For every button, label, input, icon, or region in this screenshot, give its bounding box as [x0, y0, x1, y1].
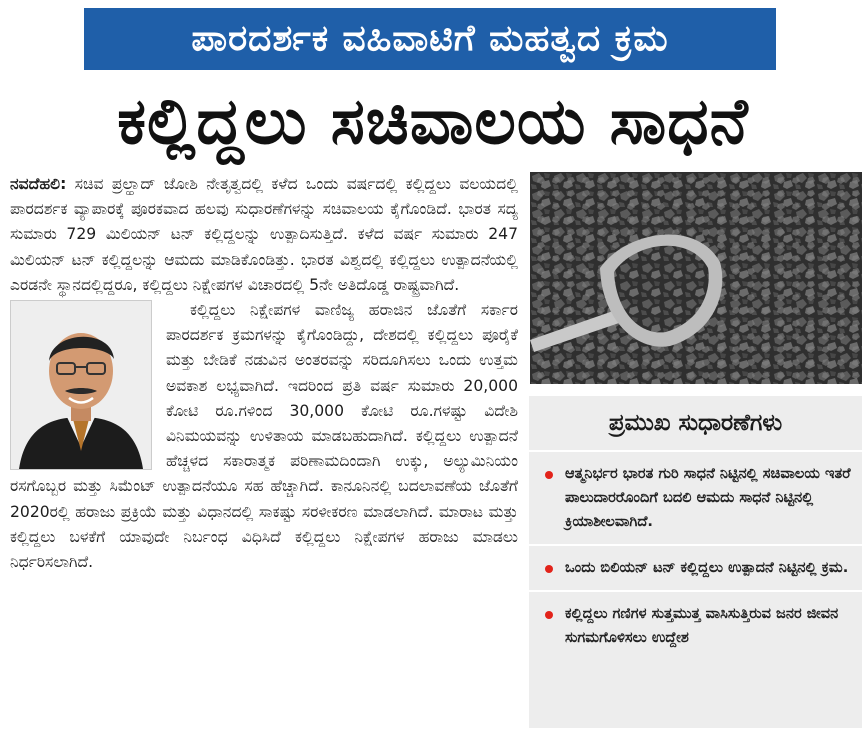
- reform-item-text: ಆತ್ಮನಿರ್ಭರ ಭಾರತ ಗುರಿ ಸಾಧನೆ ನಿಟ್ಟಿನಲ್ಲಿ ಸಚಿವಾಲಯ ಇತರೆ ಪಾಲುದಾರರೊಂದಿಗೆ ಬದಲಿ ಆಮದು ಸಾಧನೆ ನಿಟ್ಟಿನಲ್ಲಿ ಕ್ರಿಯಾಶೀಲವಾಗಿದೆ.: [565, 465, 851, 530]
- article-body: [10, 172, 518, 575]
- reform-item: [529, 592, 862, 660]
- reform-item: [529, 546, 862, 592]
- bullet-icon: [545, 565, 553, 573]
- minister-portrait: [10, 300, 152, 470]
- article-text-2: ಕಲ್ಲಿದ್ದಲು ನಿಕ್ಷೇಪಗಳ ವಾಣಿಜ್ಯ ಹರಾಜಿನ ಜೊತೆಗೆ ಸರ್ಕಾರ ಪಾರದರ್ಶಕ ಕ್ರಮಗಳನ್ನು ಕೈಗೊಂಡಿದ್ದು, ದೇಶದಲ್ಲಿ ಕಲ್ಲಿದ್ದಲು ಪೂರೈಕೆ ಮತ್ತು ಬೇಡಿಕೆ ನಡುವಿನ ಅಂತರವನ್ನು ಸರಿದೂಗಿಸಲು ಒಂದು ಉತ್ತಮ ಅವಕಾಶ ಲಭ್ಯವಾಗಿದೆ. ಇದರಿಂದ ಪ್ರತಿ ವರ್ಷ ಸುಮಾರು 20,000 ಕೋಟಿ ರೂ.ಗಳಿಂದ 30,000 ಕೋಟಿ ರೂ.ಗಳಷ್ಟು ವಿದೇಶಿ ವಿನಿಮಯವನ್ನು ಉಳಿತಾಯ ಮಾಡಬಹುದಾಗಿದೆ. ಕಲ್ಲಿದ್ದಲು ಉತ್ಪಾದನೆ ಹೆಚ್ಚಳದ ಸಕಾರಾತ್ಮಕ ಪರಿಣಾಮದಿಂದಾಗಿ ಉಕ್ಕು, ಅಲ್ಯುಮಿನಿಯಂ ರಸಗೊಬ್ಬರ ಮತ್ತು ಸಿಮೆಂಟ್ ಉತ್ಪಾದನೆಯೂ ಸಹ ಹೆಚ್ಚಾಗಿದೆ. ಕಾನೂನಿನಲ್ಲಿ ಬದಲಾವಣೆಯ ಜೊತೆಗೆ 2020ರಲ್ಲಿ ಹರಾಜು ಪ್ರಕ್ರಿಯೆ ಮತ್ತು ವಿಧಾನದಲ್ಲಿ ಸಾಕಷ್ಟು ಸರಳೀಕರಣ ಮಾಡಲಾಗಿದೆ. ಮಾರಾಟ ಮತ್ತು ಕಲ್ಲಿದ್ದಲು ಬಳಕೆಗೆ ಯಾವುದೇ ನಿರ್ಬಂಧ ವಿಧಿಸಿದೆ ಕಲ್ಲಿದ್ದಲು ನಿಕ್ಷೇಪಗಳ ಹರಾಜು ಮಾಡಲು ನಿರ್ಧರಿಸಲಾಗಿದೆ.: [10, 301, 518, 572]
- coal-shovel-photo: [530, 172, 862, 384]
- coal-illustration: [530, 172, 862, 384]
- headline: [0, 82, 866, 162]
- bullet-icon: [545, 471, 553, 479]
- kicker-banner: [84, 8, 776, 70]
- key-reforms-title: ಪ್ರಮುಖ ಸುಧಾರಣೆಗಳು: [529, 396, 862, 452]
- reform-item: [529, 452, 862, 546]
- article-text-1: ಸಚಿವ ಪ್ರಲ್ಹಾದ್ ಜೋಶಿ ನೇತೃತ್ವದಲ್ಲಿ ಕಳೆದ ಒಂದು ವರ್ಷದಲ್ಲಿ ಕಲ್ಲಿದ್ದಲು ವಲಯದಲ್ಲಿ ಪಾರದರ್ಶಕ ವ್ಯಾಪಾರಕ್ಕೆ ಪೂರಕವಾದ ಹಲವು ಸುಧಾರಣೆಗಳನ್ನು ಸಚಿವಾಲಯ ಕೈಗೊಂಡಿದೆ. ಭಾರತ ಸದ್ಯ ಸುಮಾರು 729 ಮಿಲಿಯನ್ ಟನ್ ಕಲ್ಲಿದ್ದಲನ್ನು ಉತ್ಪಾದಿಸುತ್ತಿದೆ. ಕಳೆದ ವರ್ಷ ಸುಮಾರು 247 ಮಿಲಿಯನ್ ಟನ್ ಕಲ್ಲಿದ್ದಲನ್ನು ಆಮದು ಮಾಡಿಕೊಂಡಿತ್ತು. ಭಾರತ ವಿಶ್ವದಲ್ಲಿ ಕಲ್ಲಿದ್ದಲು ಉತ್ಪಾದನೆಯಲ್ಲಿ ಎರಡನೇ ಸ್ಥಾನದಲ್ಲಿದ್ದರೂ, ಕಲ್ಲಿದ್ದಲು ನಿಕ್ಷೇಪಗಳ ವಿಚಾರದಲ್ಲಿ 5ನೇ ಅತಿದೊಡ್ಡ ರಾಷ್ಟ್ರವಾಗಿದೆ.: [10, 175, 518, 294]
- kicker-text: ಪಾರದರ್ಶಕ ವಹಿವಾಟಿಗೆ ಮಹತ್ವದ ಕ್ರಮ: [191, 18, 669, 59]
- reform-item-text: ಕಲ್ಲಿದ್ದಲು ಗಣಿಗಳ ಸುತ್ತಮುತ್ತ ವಾಸಿಸುತ್ತಿರುವ ಜನರ ಜೀವನ ಸುಗಮಗೊಳಿಸಲು ಉದ್ದೇಶ: [565, 605, 839, 646]
- headline-text: ಕಲ್ಲಿದ್ದಲು ಸಚಿವಾಲಯ ಸಾಧನೆ: [117, 85, 749, 159]
- article-paragraph-1: [10, 172, 518, 298]
- portrait-illustration: [11, 301, 151, 469]
- dateline: ನವದೆಹಲಿ:: [10, 175, 67, 193]
- bullet-icon: [545, 611, 553, 619]
- reform-item-text: ಒಂದು ಬಿಲಿಯನ್ ಟನ್ ಕಲ್ಲಿದ್ದಲು ಉತ್ಪಾದನೆ ನಿಟ್ಟಿನಲ್ಲಿ ಕ್ರಮ.: [565, 559, 849, 576]
- key-reforms-box: [529, 396, 862, 728]
